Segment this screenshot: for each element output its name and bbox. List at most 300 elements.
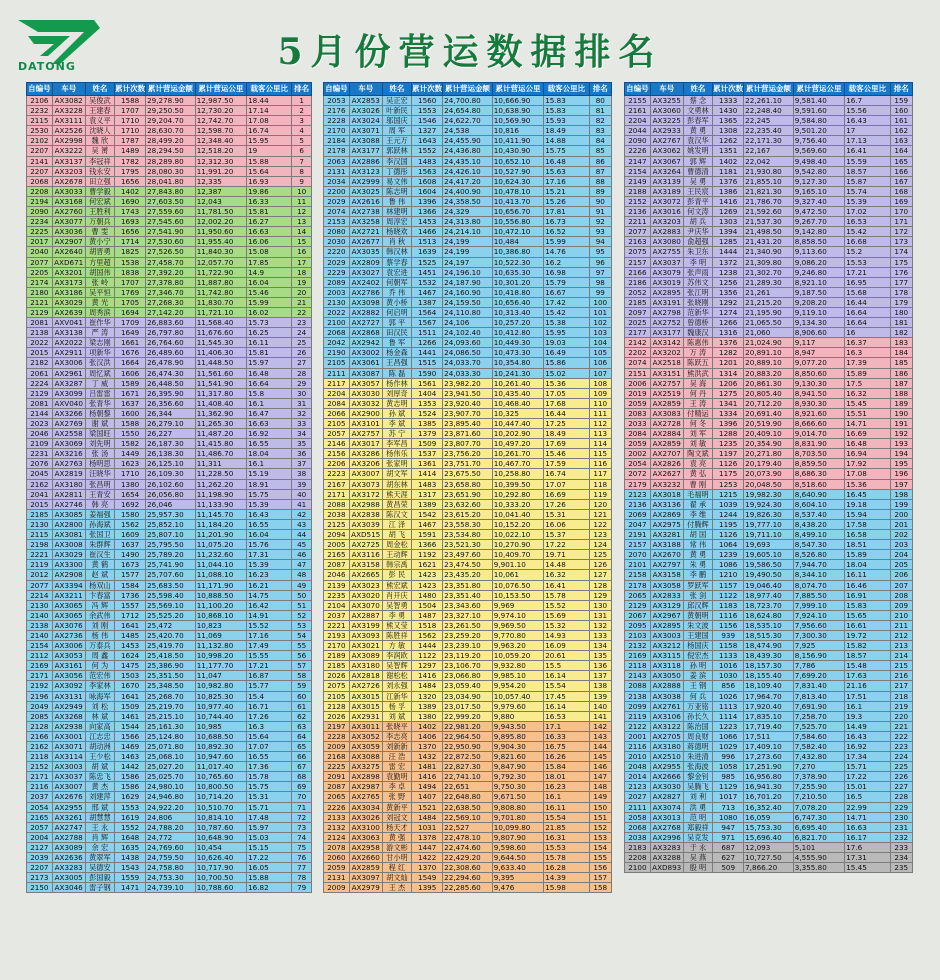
cell-mileage: 9,963.20 <box>492 641 543 651</box>
cell-rank: 55 <box>292 641 312 651</box>
cell-rank: 133 <box>589 630 611 640</box>
table-row <box>324 429 612 439</box>
cell-rank: 232 <box>890 832 912 842</box>
cell-trip-count: 1394 <box>713 227 744 237</box>
cell-trip-count: 1484 <box>412 812 443 822</box>
cell-rank: 32 <box>292 408 312 418</box>
cell-revenue: 23,474.50 <box>443 560 493 570</box>
cell-plate: AX3019 <box>650 277 683 287</box>
cell-car-id: 2109 <box>27 439 53 449</box>
cell-trip-count: 1580 <box>115 509 146 519</box>
cell-plate: AX3079 <box>650 267 683 277</box>
cell-rank: 154 <box>589 842 611 852</box>
cell-revenue: 21,195.90 <box>744 307 794 317</box>
cell-revenue: 24,739.10 <box>146 883 196 893</box>
cell-car-id: 2136 <box>625 207 651 217</box>
cell-load-ratio: 17.21 <box>845 267 890 277</box>
cell-revenue: 25,852.10 <box>146 519 196 529</box>
cell-driver: 彭国毅 <box>85 873 114 883</box>
cell-driver: 孙 明 <box>683 661 713 671</box>
cell-rank: 139 <box>589 691 611 701</box>
cell-car-id: 2012 <box>27 570 53 580</box>
cell-revenue: 18,474.90 <box>744 641 794 651</box>
cell-driver: 陈治国 <box>683 721 713 731</box>
cell-revenue: 23,615.20 <box>443 509 493 519</box>
cell-revenue: 25,707.60 <box>146 570 196 580</box>
cell-revenue: 28,289.80 <box>146 156 196 166</box>
cell-rank: 184 <box>890 348 912 358</box>
cell-driver: 周 军 <box>382 126 412 136</box>
cell-revenue: 22,741.10 <box>443 772 493 782</box>
cell-revenue: 17,719.40 <box>744 721 794 731</box>
cell-car-id: 2022 <box>27 338 53 348</box>
cell-mileage: 8,640.90 <box>793 489 844 499</box>
table-row <box>625 853 913 863</box>
cell-trip-count: 1334 <box>713 408 744 418</box>
cell-plate: AX2763 <box>52 459 85 469</box>
cell-car-id: 2127 <box>27 842 53 852</box>
cell-car-id: 2081 <box>27 398 53 408</box>
cell-mileage: 10,666.90 <box>492 96 543 106</box>
cell-plate: AX3003 <box>52 762 85 772</box>
cell-plate: AX2752 <box>650 318 683 328</box>
cell-plate: AX3151 <box>650 368 683 378</box>
cell-trip-count: 1511 <box>412 328 443 338</box>
cell-mileage: 7,432.80 <box>793 752 844 762</box>
cell-driver: 张汉洪 <box>85 358 114 368</box>
cell-plate: AX2887 <box>349 610 382 620</box>
cell-driver: 黄 光 <box>85 297 114 307</box>
table-row <box>27 530 312 540</box>
cell-driver: 王 永 <box>85 822 114 832</box>
cell-mileage: 10,652.10 <box>492 156 543 166</box>
cell-revenue: 24,093.60 <box>443 338 493 348</box>
cell-rank: 156 <box>589 863 611 873</box>
cell-driver: 程 红 <box>382 863 412 873</box>
cell-load-ratio: 16.98 <box>544 267 589 277</box>
cell-rank: 180 <box>890 307 912 317</box>
cell-trip-count: 1441 <box>412 348 443 358</box>
cell-load-ratio: 16.33 <box>544 731 589 741</box>
cell-load-ratio: 16.49 <box>544 348 589 358</box>
cell-rank: 35 <box>292 439 312 449</box>
cell-car-id: 2129 <box>27 307 53 317</box>
cell-car-id: 2151 <box>625 368 651 378</box>
cell-trip-count: 1562 <box>115 519 146 529</box>
cell-rank: 15 <box>292 237 312 247</box>
cell-car-id: 2100 <box>625 863 651 873</box>
cell-plate: AX3036 <box>52 227 85 237</box>
cell-mileage: 12,312.30 <box>195 156 246 166</box>
cell-mileage: 10,888.50 <box>195 590 246 600</box>
cell-rank: 101 <box>589 307 611 317</box>
cell-driver: 雷子钢 <box>85 883 114 893</box>
cell-trip-count: 1253 <box>713 479 744 489</box>
cell-car-id: 2026 <box>324 671 350 681</box>
cell-mileage: 12,518.20 <box>195 146 246 156</box>
cell-trip-count: 1707 <box>115 277 146 287</box>
cell-rank: 201 <box>890 519 912 529</box>
cell-rank: 89 <box>589 186 611 196</box>
cell-load-ratio: 16.53 <box>845 217 890 227</box>
cell-load-ratio: 17.45 <box>544 691 589 701</box>
cell-rank: 98 <box>589 277 611 287</box>
cell-rank: 99 <box>589 287 611 297</box>
cell-mileage: 8,921.60 <box>793 408 844 418</box>
table-row <box>625 368 913 378</box>
cell-revenue: 24,196.10 <box>443 267 493 277</box>
table-row <box>324 610 612 620</box>
cell-rank: 56 <box>292 651 312 661</box>
cell-plate: AX3264 <box>650 166 683 176</box>
cell-rank: 49 <box>292 580 312 590</box>
cell-car-id: 2059 <box>625 439 651 449</box>
cell-revenue: 21,431.20 <box>744 237 794 247</box>
cell-load-ratio: 16.32 <box>845 388 890 398</box>
cell-plate: AXD515 <box>351 530 381 540</box>
cell-plate: AX3255 <box>650 96 683 106</box>
table-row <box>625 388 913 398</box>
table-row <box>324 782 612 792</box>
cell-mileage: 10,399.50 <box>492 479 543 489</box>
table-row <box>27 126 312 136</box>
cell-driver: 吴智勇 <box>382 600 412 610</box>
cell-revenue: 23,675.50 <box>443 469 493 479</box>
cell-revenue: 27,541.90 <box>146 227 196 237</box>
table-row <box>27 691 312 701</box>
cell-car-id: 2004 <box>27 832 53 842</box>
cell-plate: AX3007 <box>52 782 85 792</box>
table-row <box>27 792 312 802</box>
cell-mileage: 9,974.10 <box>492 610 543 620</box>
cell-plate: AX3225 <box>650 116 683 126</box>
cell-revenue: 24,806 <box>146 812 196 822</box>
cell-trip-count: 1195 <box>713 519 744 529</box>
table-row <box>625 348 913 358</box>
cell-load-ratio: 16.17 <box>845 832 890 842</box>
cell-car-id: 2066 <box>324 408 350 418</box>
cell-load-ratio: 15.39 <box>247 560 292 570</box>
cell-plate: AX2640 <box>52 247 85 257</box>
cell-car-id: 2124 <box>324 832 350 842</box>
cell-trip-count: 1546 <box>412 116 443 126</box>
cell-trip-count: 1372 <box>713 257 744 267</box>
cell-car-id: 2042 <box>324 338 350 348</box>
cell-plate: AX3071 <box>349 126 382 136</box>
cell-rank: 16 <box>292 247 312 257</box>
cell-car-id: 2208 <box>625 853 651 863</box>
cell-revenue: 18,535.10 <box>744 620 794 630</box>
cell-rank: 211 <box>890 620 912 630</box>
cell-revenue: 24,769.60 <box>146 842 196 852</box>
cell-car-id: 2192 <box>27 681 53 691</box>
cell-revenue: 23,497.60 <box>443 550 493 560</box>
cell-plate: AX2931 <box>349 711 382 721</box>
cell-rank: 52 <box>292 610 312 620</box>
cell-revenue: 21,592.60 <box>744 207 794 217</box>
cell-trip-count: 1201 <box>713 358 744 368</box>
cell-car-id: 2530 <box>27 126 53 136</box>
cell-trip-count: 1416 <box>713 196 744 206</box>
cell-rank: 167 <box>890 176 912 186</box>
cell-revenue: 24,788.20 <box>146 822 196 832</box>
table-row <box>625 297 913 307</box>
cell-plate: AX2788 <box>52 832 85 842</box>
table-row <box>625 287 913 297</box>
table-row <box>324 509 612 519</box>
cell-rank: 40 <box>292 489 312 499</box>
cell-mileage: 8,526.80 <box>793 550 844 560</box>
cell-car-id: 2179 <box>625 479 651 489</box>
cell-rank: 67 <box>292 762 312 772</box>
cell-car-id: 2207 <box>27 166 53 176</box>
cell-revenue: 24,538 <box>443 126 493 136</box>
cell-driver: 崔作华 <box>85 318 114 328</box>
cell-rank: 143 <box>589 731 611 741</box>
cell-car-id: 2010 <box>625 752 651 762</box>
cell-plate: AX3199 <box>349 620 382 630</box>
cell-revenue: 22,294.60 <box>443 873 493 883</box>
cell-driver: 李 斌 <box>382 419 412 429</box>
cell-load-ratio: 16.47 <box>247 408 292 418</box>
cell-load-ratio: 15.78 <box>544 853 589 863</box>
cell-rank: 235 <box>890 863 912 873</box>
cell-trip-count: 627 <box>713 853 744 863</box>
cell-mileage: 10,688.50 <box>195 731 246 741</box>
cell-revenue: 22,171.30 <box>744 136 794 146</box>
cell-trip-count: 1406 <box>412 731 443 741</box>
cell-driver: 朱卫东 <box>683 247 713 257</box>
cell-car-id: 2077 <box>27 580 53 590</box>
cell-load-ratio: 14.39 <box>544 873 589 883</box>
cell-driver: 邬国庆 <box>382 116 412 126</box>
cell-trip-count: 687 <box>713 842 744 852</box>
table-row <box>27 731 312 741</box>
cell-car-id: 2026 <box>324 711 350 721</box>
cell-load-ratio: 19.03 <box>544 338 589 348</box>
cell-car-id: 2044 <box>625 126 651 136</box>
cell-rank: 96 <box>589 257 611 267</box>
cell-plate: AX2526 <box>52 126 85 136</box>
cell-trip-count: 1532 <box>412 277 443 287</box>
cell-car-id: 2200 <box>324 186 350 196</box>
cell-trip-count: 1314 <box>713 368 744 378</box>
cell-load-ratio: 17.08 <box>845 469 890 479</box>
cell-load-ratio: 15.69 <box>544 610 589 620</box>
cell-driver: 王民宸 <box>683 186 713 196</box>
table-row <box>324 731 612 741</box>
cell-mileage: 10,814.10 <box>195 812 246 822</box>
cell-rank: 79 <box>292 883 312 893</box>
cell-trip-count: 1387 <box>412 297 443 307</box>
cell-load-ratio: 15.95 <box>544 328 589 338</box>
table-row <box>625 701 913 711</box>
cell-trip-count: 1133 <box>713 651 744 661</box>
table-row <box>27 449 312 459</box>
cell-revenue: 27,545.60 <box>146 217 196 227</box>
cell-mileage: 7,300.30 <box>793 630 844 640</box>
table-row <box>324 196 612 206</box>
cell-car-id: 2184 <box>324 136 350 146</box>
cell-trip-count: 1126 <box>713 530 744 540</box>
cell-car-id: 2099 <box>625 701 651 711</box>
cell-car-id: 2185 <box>27 509 53 519</box>
cell-trip-count: 1537 <box>412 449 443 459</box>
cell-load-ratio: 15.02 <box>544 368 589 378</box>
cell-trip-count: 1432 <box>412 752 443 762</box>
cell-load-ratio: 16.23 <box>247 570 292 580</box>
cell-revenue: 23,871.60 <box>443 429 493 439</box>
column-header-mileage: 累计营运公里 <box>195 83 246 96</box>
cell-car-id: 2105 <box>324 358 350 368</box>
cell-rank: 136 <box>589 661 611 671</box>
cell-driver: 项新华 <box>85 348 114 358</box>
cell-mileage: 8,604.10 <box>793 499 844 509</box>
cell-plate: AX3189 <box>650 186 683 196</box>
cell-plate: AX2786 <box>349 287 382 297</box>
cell-mileage: 8,831.90 <box>793 439 844 449</box>
cell-load-ratio: 15.52 <box>544 600 589 610</box>
table-row <box>625 863 913 873</box>
cell-rank: 42 <box>292 509 312 519</box>
cell-revenue: 19,046.40 <box>744 580 794 590</box>
cell-mileage: 9,165.10 <box>793 186 844 196</box>
cell-load-ratio: 18.57 <box>845 166 890 176</box>
cell-plate: AX3065 <box>52 610 85 620</box>
cell-rank: 164 <box>890 146 912 156</box>
cell-rank: 217 <box>890 681 912 691</box>
cell-mileage: 9,969 <box>492 600 543 610</box>
cell-plate: AX3083 <box>650 408 683 418</box>
cell-driver: 尹庆华 <box>683 227 713 237</box>
table-row <box>324 207 612 217</box>
cell-car-id: 2196 <box>27 691 53 701</box>
cell-plate: AX3046 <box>52 883 85 893</box>
table-row <box>324 186 612 196</box>
cell-plate: AX3216 <box>52 449 85 459</box>
cell-plate: AX3115 <box>650 651 683 661</box>
cell-plate: AX3072 <box>650 196 683 206</box>
table-row <box>625 237 913 247</box>
table-row <box>27 883 312 893</box>
table-row <box>27 671 312 681</box>
cell-mileage: 11,415.80 <box>195 439 246 449</box>
cell-mileage: 8,930.30 <box>793 398 844 408</box>
cell-plate: AX2747 <box>52 822 85 832</box>
cell-driver: 吴腾飞 <box>683 782 713 792</box>
cell-trip-count: 1183 <box>713 600 744 610</box>
cell-plate: AX3092 <box>52 681 85 691</box>
cell-rank: 97 <box>589 267 611 277</box>
table-row <box>625 318 913 328</box>
cell-plate: AX3062 <box>650 146 683 156</box>
cell-car-id: 2147 <box>625 156 651 166</box>
cell-trip-count: 1017 <box>713 792 744 802</box>
cell-load-ratio: 16.44 <box>544 408 589 418</box>
cell-mileage: 10,638.90 <box>492 106 543 116</box>
cell-rank: 39 <box>292 479 312 489</box>
cell-plate: AX3180 <box>650 742 683 752</box>
cell-load-ratio: 15.03 <box>247 832 292 842</box>
cell-load-ratio: 15.63 <box>544 166 589 176</box>
cell-mileage: 9,267.70 <box>793 217 844 227</box>
cell-plate: AX2819 <box>52 469 85 479</box>
cell-revenue: 29,278.90 <box>146 96 196 106</box>
cell-trip-count: 1256 <box>713 277 744 287</box>
cell-car-id: 2077 <box>27 257 53 267</box>
cell-rank: 226 <box>890 772 912 782</box>
cell-load-ratio: 17.22 <box>845 772 890 782</box>
cell-plate: AX3211 <box>52 590 85 600</box>
cell-driver: 吴 勇 <box>683 176 713 186</box>
cell-revenue: 27,458.70 <box>146 257 196 267</box>
cell-car-id: 2170 <box>324 641 350 651</box>
table-row <box>324 671 612 681</box>
cell-driver: 汪晓华 <box>85 469 114 479</box>
cell-car-id: 2068 <box>625 822 651 832</box>
cell-mileage: 11,228.50 <box>195 469 246 479</box>
cell-mileage: 7,924.10 <box>793 610 844 620</box>
table-row <box>324 176 612 186</box>
cell-plate: AX2811 <box>52 489 85 499</box>
cell-driver: 张家明 <box>382 459 412 469</box>
cell-trip-count: 1503 <box>115 671 146 681</box>
cell-plate: AX2859 <box>650 439 683 449</box>
cell-load-ratio: 14.71 <box>845 812 890 822</box>
cell-car-id: 2075 <box>625 247 651 257</box>
cell-car-id: 2163 <box>625 237 651 247</box>
cell-car-id: 2118 <box>27 752 53 762</box>
cell-car-id: 2002 <box>625 449 651 459</box>
cell-mileage: 9,142.80 <box>793 227 844 237</box>
cell-plate: AX2767 <box>650 136 683 146</box>
cell-revenue: 24,455.90 <box>443 136 493 146</box>
table-row <box>324 742 612 752</box>
cell-plate: AX2859 <box>349 863 382 873</box>
cell-plate: AX3001 <box>52 731 85 741</box>
cell-trip-count: 1402 <box>115 186 146 196</box>
cell-plate: AX3281 <box>650 530 683 540</box>
cell-plate: AX3037 <box>650 257 683 267</box>
cell-car-id: 2157 <box>625 540 651 550</box>
cell-revenue: 25,807.10 <box>146 530 196 540</box>
cell-rank: 129 <box>589 590 611 600</box>
cell-load-ratio: 16.48 <box>247 368 292 378</box>
table-row <box>625 590 913 600</box>
cell-plate: AX3201 <box>52 267 85 277</box>
table-row <box>324 832 612 842</box>
cell-trip-count: 1588 <box>115 419 146 429</box>
cell-car-id: 2225 <box>27 227 53 237</box>
cell-plate: AX2888 <box>650 681 683 691</box>
cell-plate: AX3053 <box>52 651 85 661</box>
cell-revenue: 23,343.60 <box>443 600 493 610</box>
cell-driver: 王元万 <box>382 136 412 146</box>
cell-car-id: 2174 <box>27 277 53 287</box>
cell-car-id: 2138 <box>27 328 53 338</box>
cell-mileage: 10,656.70 <box>492 207 543 217</box>
table-row <box>27 570 312 580</box>
cell-mileage: 9,134.30 <box>793 318 844 328</box>
table-row <box>625 630 913 640</box>
cell-driver: 范 明 <box>683 812 713 822</box>
cell-mileage: 10,258.80 <box>492 469 543 479</box>
cell-trip-count: 1066 <box>713 731 744 741</box>
cell-mileage: 8,859.50 <box>793 459 844 469</box>
cell-plate: AX2757 <box>650 378 683 388</box>
column-header-car-id: 自编号 <box>324 83 350 96</box>
cell-car-id: 2058 <box>625 812 651 822</box>
